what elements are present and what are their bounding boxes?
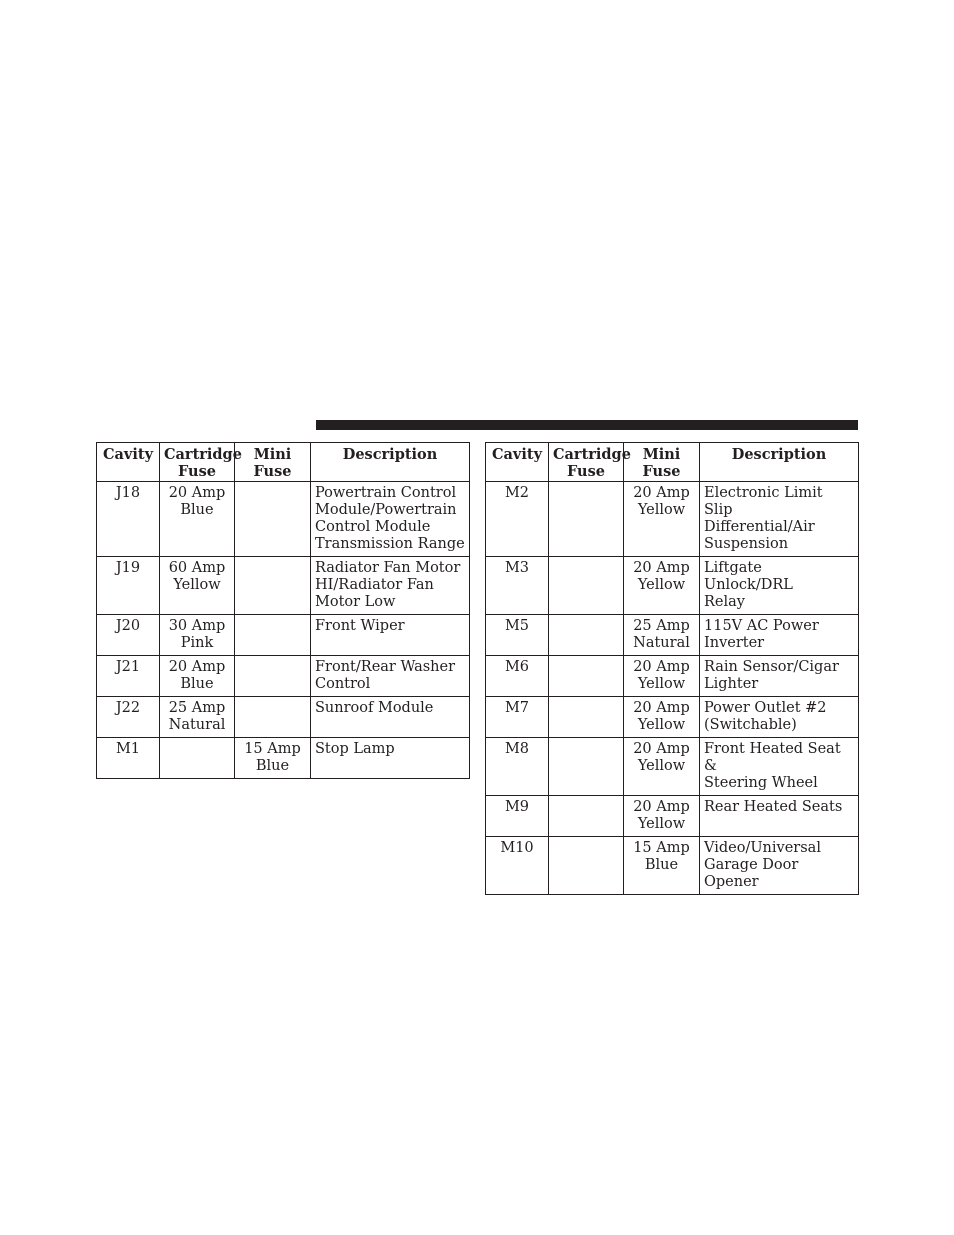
cartridge-fuse-cell [549,738,624,796]
cavity-cell: M9 [486,796,549,837]
cartridge-fuse-cell: 30 Amp Pink [160,615,235,656]
header-mini-fuse: Mini Fuse [624,443,700,482]
description-cell: Sunroof Module [311,697,470,738]
cartridge-fuse-cell [549,697,624,738]
description-cell: Radiator Fan Motor HI/Radiator Fan Motor Low [311,557,470,615]
cartridge-fuse-cell [160,738,235,779]
cavity-cell: J21 [97,656,160,697]
header-mini-fuse: Mini Fuse [235,443,311,482]
mini-fuse-cell [235,557,311,615]
mini-fuse-cell [235,656,311,697]
cavity-cell: M5 [486,615,549,656]
cartridge-fuse-cell: 60 Amp Yellow [160,557,235,615]
mini-fuse-cell: 20 Amp Yellow [624,697,700,738]
cartridge-fuse-cell [549,837,624,895]
description-cell: Liftgate Unlock/DRL Relay [700,557,859,615]
table-row [97,697,470,738]
description-cell: Power Outlet #2 (Switchable) [700,697,859,738]
header-description: Description [700,443,859,482]
description-cell: Video/Universal Garage Door Opener [700,837,859,895]
table-row [486,615,859,656]
cartridge-fuse-cell: 25 Amp Natural [160,697,235,738]
cartridge-fuse-cell: 20 Amp Blue [160,482,235,557]
mini-fuse-cell: 15 Amp Blue [235,738,311,779]
table-header-row [97,443,470,482]
cavity-cell: M10 [486,837,549,895]
table-row [486,738,859,796]
table-row [486,796,859,837]
cavity-cell: M8 [486,738,549,796]
header-cartridge-fuse: Cartridge Fuse [160,443,235,482]
cartridge-fuse-cell [549,615,624,656]
fuse-table-left [96,442,470,779]
description-cell: Front/Rear Washer Control [311,656,470,697]
cavity-cell: M3 [486,557,549,615]
table-row [97,557,470,615]
mini-fuse-cell: 20 Amp Yellow [624,656,700,697]
mini-fuse-cell: 20 Amp Yellow [624,738,700,796]
mini-fuse-cell [235,482,311,557]
cavity-cell: M7 [486,697,549,738]
cavity-cell: M6 [486,656,549,697]
description-cell: Front Wiper [311,615,470,656]
header-cavity: Cavity [97,443,160,482]
table-row [486,697,859,738]
cartridge-fuse-cell: 20 Amp Blue [160,656,235,697]
mini-fuse-cell [235,615,311,656]
table-row [486,482,859,557]
cartridge-fuse-cell [549,656,624,697]
fuse-table-right [485,442,859,895]
table-row [97,615,470,656]
mini-fuse-cell: 25 Amp Natural [624,615,700,656]
description-cell: Powertrain Control Module/Powertrain Control Module Transmission Range [311,482,470,557]
header-description: Description [311,443,470,482]
description-cell: Rear Heated Seats [700,796,859,837]
table-row [97,656,470,697]
cavity-cell: J18 [97,482,160,557]
cartridge-fuse-cell [549,482,624,557]
mini-fuse-cell: 20 Amp Yellow [624,557,700,615]
description-cell: 115V AC Power Inverter [700,615,859,656]
cavity-cell: J22 [97,697,160,738]
mini-fuse-cell: 20 Amp Yellow [624,482,700,557]
description-cell: Rain Sensor/Cigar Lighter [700,656,859,697]
description-cell: Front Heated Seat & Steering Wheel [700,738,859,796]
cartridge-fuse-cell [549,796,624,837]
table-row [486,557,859,615]
table-row [486,656,859,697]
cavity-cell: J19 [97,557,160,615]
cartridge-fuse-cell [549,557,624,615]
header-cavity: Cavity [486,443,549,482]
table-row [97,738,470,779]
mini-fuse-cell: 20 Amp Yellow [624,796,700,837]
description-cell: Electronic Limit Slip Differential/Air Suspension [700,482,859,557]
cavity-cell: J20 [97,615,160,656]
cavity-cell: M2 [486,482,549,557]
table-row [486,837,859,895]
mini-fuse-cell [235,697,311,738]
table-header-row [486,443,859,482]
section-header-bar [316,420,858,430]
description-cell: Stop Lamp [311,738,470,779]
mini-fuse-cell: 15 Amp Blue [624,837,700,895]
table-row [97,482,470,557]
cavity-cell: M1 [97,738,160,779]
header-cartridge-fuse: Cartridge Fuse [549,443,624,482]
